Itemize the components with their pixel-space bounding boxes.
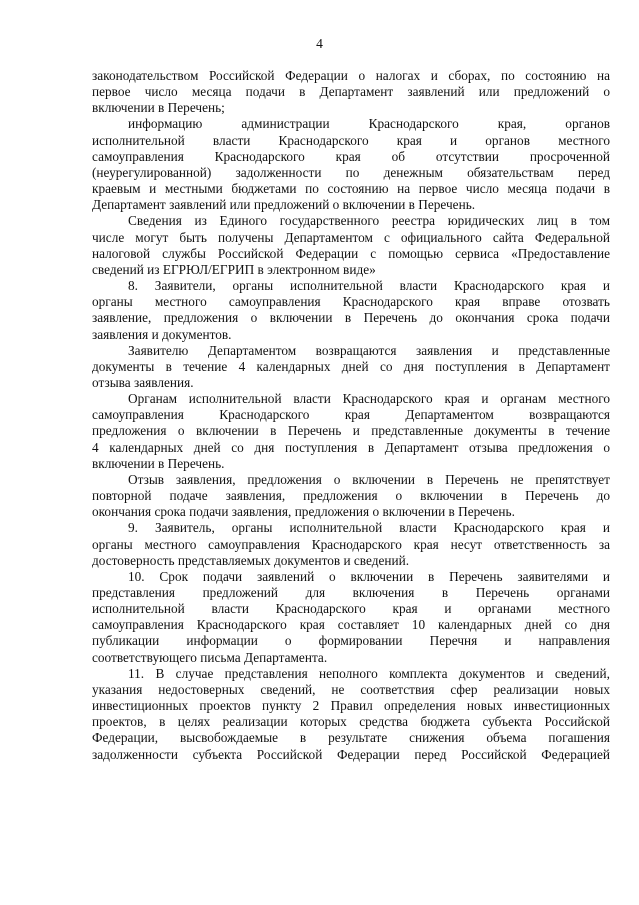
text-line: соответствующего письма Департамента. (92, 649, 328, 665)
text-line: исполнительной власти Краснодарского края и органов местного (92, 132, 610, 148)
text-line: 11. В случае представления неполного комплекта документов и сведений, (128, 665, 610, 681)
text-line: Заявителю Департаментом возвращаются заявления и представленные (128, 342, 610, 358)
text-line: инвестиционных проектов пункту 2 Правил определения новых инвестиционных (92, 698, 610, 714)
text-line: задолженности субъекта Российской Федерации перед Российской Федерацией (92, 746, 610, 762)
text-line: включении в Перечень. (92, 455, 225, 471)
text-line: Федерации, высвобождаемые в результате снижения объема погашения (92, 730, 610, 746)
paragraph (92, 569, 610, 666)
text-line: представления предложений для включения в Перечень органами (92, 585, 610, 600)
text-line: предложения о включении в Перечень и представленные документы в течение (92, 423, 610, 439)
text-line: налоговой службы Российской Федерации с помощью сервиса «Предоставление (92, 245, 610, 261)
page-number: 4 (316, 36, 323, 51)
text-line: сведений из ЕГРЮЛ/ЕГРИП в электронном виде» (92, 261, 376, 277)
text-line: отзыва заявления. (92, 374, 194, 390)
text-line: заявления и документов. (92, 326, 232, 342)
paragraph (92, 278, 610, 343)
text-line: 9. Заявитель, органы исполнительной власти Краснодарского края и (128, 520, 610, 536)
text-line: самоуправления Краснодарского края составляет 10 календарных дней со дня (92, 617, 610, 633)
text-line: включении в Перечень; (92, 100, 225, 116)
text-line: числе могут быть получены Департаментом с официального сайта Федеральной (92, 229, 610, 245)
text-line: 10. Срок подачи заявлений о включении в Перечень заявителями и (128, 568, 610, 584)
paragraph (92, 213, 610, 278)
text-line: документы в течение 4 календарных дней со дня поступления в Департамент (92, 358, 610, 374)
text-line: самоуправления Краснодарского края Департаментом возвращаются (92, 407, 610, 423)
text-line: указания недостоверных сведений, не соответствия сфер реализации новых (92, 681, 610, 697)
text-line: Департамент заявлений или предложений о включении в Перечень. (92, 197, 476, 213)
text-line: краевым и местными бюджетами по состоянию на первое число месяца подачи в (92, 181, 610, 197)
text-line: первое число месяца подачи в Департамент заявлений или предложений о (92, 84, 610, 100)
document-body (92, 68, 610, 763)
paragraph (92, 343, 610, 391)
paragraph (92, 666, 610, 763)
text-line: самоуправления Краснодарского края об отсутствии просроченной (92, 148, 610, 164)
text-line: законодательством Российской Федерации о налогах и сборах, по состоянию на (92, 68, 610, 83)
text-line: информацию администрации Краснодарского края, органов (128, 116, 610, 132)
paragraph (92, 472, 610, 520)
text-line: заявление, предложения о включении в Перечень до окончания срока подачи (92, 310, 610, 326)
text-line: достоверность представляемых документов и сведений. (92, 552, 410, 568)
text-line: органы местного самоуправления Краснодарского края вправе отозвать (92, 294, 610, 310)
text-line: публикации информации о формировании Перечня и направления (92, 633, 610, 649)
paragraph (92, 116, 610, 213)
paragraph (92, 391, 610, 472)
paragraph (92, 68, 610, 116)
text-line: (неурегулированной) задолженности по денежным обязательствам перед (92, 164, 610, 180)
text-line: органы местного самоуправления Краснодарского края несут ответственность за (92, 536, 610, 552)
paragraph (92, 520, 610, 568)
text-line: 8. Заявители, органы исполнительной власти Краснодарского края и (128, 278, 610, 294)
text-line: повторной подаче заявления, предложения о включении в Перечень до (92, 488, 610, 504)
text-line: окончания срока подачи заявления, предложения о включении в Перечень. (92, 504, 515, 520)
text-line: проектов, в целях реализации которых средства бюджета субъекта Российской (92, 714, 610, 730)
text-line: Сведения из Единого государственного реестра юридических лиц в том (128, 213, 610, 229)
text-line: исполнительной власти Краснодарского края и органами местного (92, 601, 610, 617)
text-line: Органам исполнительной власти Краснодарского края и органам местного (128, 391, 610, 407)
text-line: 4 календарных дней со дня поступления в Департамент отзыва предложения о (92, 439, 610, 455)
text-line: Отзыв заявления, предложения о включении в Перечень не препятствует (128, 471, 610, 487)
